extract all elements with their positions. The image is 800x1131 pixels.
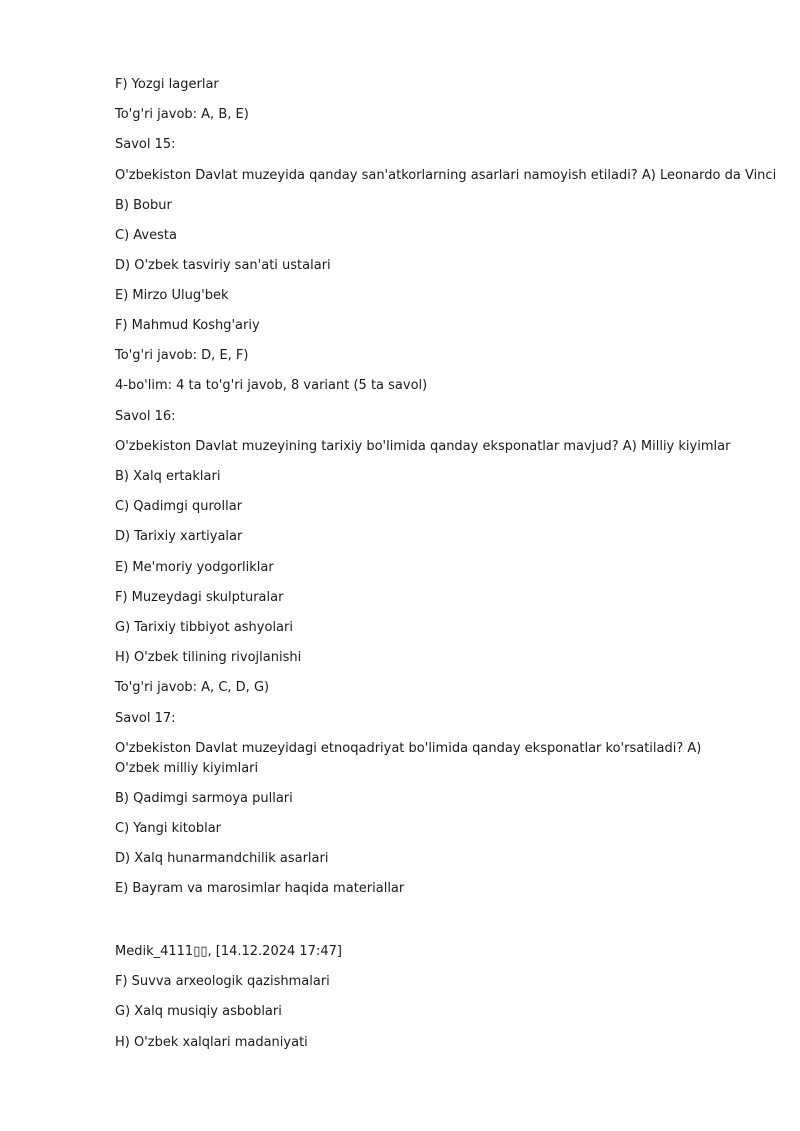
answer-option-f: F) Muzeydagi skulpturalar bbox=[115, 590, 284, 605]
question-heading: Savol 16: bbox=[115, 409, 176, 424]
answer-option-c: C) Qadimgi qurollar bbox=[115, 499, 243, 514]
answer-option-g: G) Xalq musiqiy asboblari bbox=[115, 1004, 282, 1019]
answer-option-e: E) Me'moriy yodgorliklar bbox=[115, 560, 274, 575]
answer-option-f: F) Yozgi lagerlar bbox=[115, 77, 219, 92]
answer-option-b: B) Qadimgi sarmoya pullari bbox=[115, 791, 293, 806]
question-heading: Savol 15: bbox=[115, 137, 176, 152]
question-text: O'zbekiston Davlat muzeyidagi etnoqadriyat bo'limida qanday eksponatlar ko'rsatiladi? A) O'zbek milliy kiyimlari bbox=[115, 741, 702, 776]
answer-option-g: G) Tarixiy tibbiyot ashyolari bbox=[115, 620, 293, 635]
answer-option-e: E) Mirzo Ulug'bek bbox=[115, 288, 229, 303]
answer-option-b: B) Bobur bbox=[115, 198, 172, 213]
chat-author-timestamp: Medik_4111▯▯, [14.12.2024 17:47] bbox=[115, 944, 342, 959]
answer-option-c: C) Yangi kitoblar bbox=[115, 821, 221, 836]
answer-option-b: B) Xalq ertaklari bbox=[115, 469, 221, 484]
correct-answer: To'g'ri javob: A, B, E) bbox=[115, 107, 249, 122]
answer-option-c: C) Avesta bbox=[115, 228, 177, 243]
question-text: O'zbekiston Davlat muzeyida qanday san'atkorlarning asarlari namoyish etiladi? A) Leonardo da Vinci bbox=[115, 168, 777, 183]
correct-answer: To'g'ri javob: D, E, F) bbox=[115, 348, 249, 363]
answer-option-f: F) Suvva arxeologik qazishmalari bbox=[115, 974, 330, 989]
correct-answer: To'g'ri javob: A, C, D, G) bbox=[115, 680, 270, 695]
answer-option-d: D) Tarixiy xartiyalar bbox=[115, 529, 243, 544]
answer-option-d: D) O'zbek tasviriy san'ati ustalari bbox=[115, 258, 331, 273]
question-heading: Savol 17: bbox=[115, 711, 176, 726]
answer-option-e: E) Bayram va marosimlar haqida materiallar bbox=[115, 881, 405, 896]
question-text: O'zbekiston Davlat muzeyining tarixiy bo'limida qanday eksponatlar mavjud? A) Milliy kiyimlar bbox=[115, 439, 731, 454]
section-heading: 4-bo'lim: 4 ta to'g'ri javob, 8 variant (5 ta savol) bbox=[115, 378, 428, 393]
answer-option-d: D) Xalq hunarmandchilik asarlari bbox=[115, 851, 329, 866]
answer-option-f: F) Mahmud Koshg'ariy bbox=[115, 318, 260, 333]
answer-option-h: H) O'zbek xalqlari madaniyati bbox=[115, 1035, 308, 1050]
answer-option-h: H) O'zbek tilining rivojlanishi bbox=[115, 650, 302, 665]
